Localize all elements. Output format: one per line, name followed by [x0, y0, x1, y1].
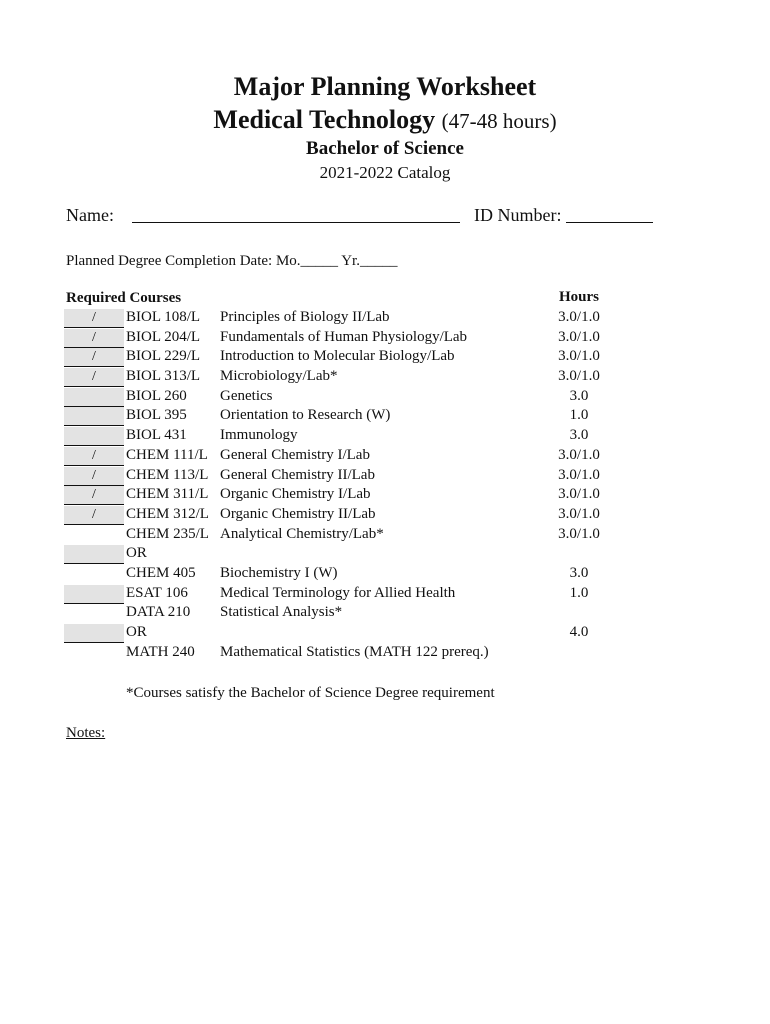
- course-title: General Chemistry II/Lab: [220, 466, 375, 483]
- course-title: Statistical Analysis*: [220, 604, 343, 621]
- major-heading: [0, 105, 770, 135]
- completion-checkbox[interactable]: [64, 545, 124, 564]
- course-title: Organic Chemistry II/Lab: [220, 505, 376, 522]
- worksheet-title: Major Planning Worksheet: [233, 72, 537, 101]
- course-hours: 3.0: [569, 427, 589, 444]
- footnote: *Courses satisfy the Bachelor of Science Degree requirement: [126, 685, 495, 701]
- major-name: Medical Technology: [213, 105, 436, 134]
- course-code: OR: [126, 545, 147, 562]
- course-hours: 3.0/1.0: [558, 466, 600, 483]
- course-row: [64, 585, 704, 605]
- course-code: BIOL 431: [126, 427, 187, 444]
- course-title: Analytical Chemistry/Lab*: [220, 525, 384, 542]
- course-title: Principles of Biology II/Lab: [220, 309, 390, 325]
- course-row: [64, 309, 704, 329]
- completion-checkbox[interactable]: [64, 427, 124, 446]
- course-hours: 3.0/1.0: [558, 348, 600, 365]
- hours-heading: Hours: [558, 289, 599, 305]
- course-row: [64, 565, 704, 585]
- course-code: BIOL 313/L: [126, 368, 201, 385]
- course-title: Fundamentals of Human Physiology/Lab: [220, 328, 468, 345]
- course-title: Immunology: [220, 427, 298, 444]
- completion-checkbox[interactable]: /: [64, 348, 124, 367]
- course-row: [64, 486, 704, 506]
- completion-checkbox[interactable]: [64, 407, 124, 426]
- name-label: Name:: [66, 205, 114, 225]
- course-code: BIOL 260: [126, 387, 187, 404]
- course-row: [64, 467, 704, 487]
- course-hours: 3.0/1.0: [558, 328, 600, 345]
- completion-checkbox[interactable]: /: [64, 506, 124, 525]
- completion-checkbox[interactable]: [64, 624, 124, 643]
- course-row: [64, 329, 704, 349]
- course-row: [64, 388, 704, 408]
- course-code: DATA 210: [126, 604, 191, 621]
- course-code: CHEM 405: [126, 564, 196, 581]
- course-code: CHEM 311/L: [126, 486, 209, 503]
- course-hours: 3.0/1.0: [558, 525, 600, 542]
- course-hours: 3.0/1.0: [558, 505, 600, 522]
- catalog-year: 2021-2022 Catalog: [319, 163, 451, 182]
- completion-checkbox[interactable]: [64, 585, 124, 604]
- course-hours: 3.0/1.0: [558, 486, 600, 503]
- course-title: Genetics: [220, 387, 273, 404]
- course-code: CHEM 312/L: [126, 505, 209, 522]
- completion-checkbox[interactable]: /: [64, 368, 124, 387]
- course-code: CHEM 113/L: [126, 466, 209, 483]
- hours-range: (47-48 hours): [441, 109, 557, 133]
- course-title: Microbiology/Lab*: [220, 368, 338, 385]
- completion-checkbox[interactable]: [64, 388, 124, 407]
- course-code: CHEM 235/L: [126, 525, 209, 542]
- course-hours: 1.0: [569, 584, 589, 601]
- course-code: MATH 240: [126, 643, 195, 660]
- completion-date[interactable]: Planned Degree Completion Date: Mo._____ Yr._____: [66, 253, 398, 269]
- course-hours: 1.0: [569, 407, 589, 424]
- course-hours: 3.0/1.0: [558, 309, 600, 325]
- course-row: [64, 604, 704, 624]
- id-number-field[interactable]: [566, 222, 653, 223]
- course-row: [64, 407, 704, 427]
- course-hours: 3.0/1.0: [558, 446, 600, 463]
- course-row: [64, 427, 704, 447]
- id-number-label: ID Number:: [474, 205, 562, 225]
- notes-label: Notes:: [66, 725, 106, 741]
- degree-heading: Bachelor of Science: [306, 138, 464, 159]
- course-code: BIOL 395: [126, 407, 187, 424]
- course-title: General Chemistry I/Lab: [220, 446, 370, 463]
- completion-checkbox[interactable]: /: [64, 309, 124, 328]
- completion-checkbox[interactable]: /: [64, 486, 124, 505]
- course-title: Organic Chemistry I/Lab: [220, 486, 371, 503]
- course-row: [64, 368, 704, 388]
- course-code: BIOL 229/L: [126, 348, 201, 365]
- course-title: Medical Terminology for Allied Health: [220, 584, 456, 601]
- completion-checkbox[interactable]: /: [64, 447, 124, 466]
- course-code: OR: [126, 624, 147, 640]
- required-courses-heading: Required Courses: [66, 290, 182, 306]
- name-field[interactable]: [132, 222, 460, 223]
- course-row: [64, 644, 704, 664]
- course-title: Introduction to Molecular Biology/Lab: [220, 348, 455, 365]
- course-title: Mathematical Statistics (MATH 122 prereq.): [220, 643, 489, 660]
- course-hours: 3.0/1.0: [558, 368, 600, 385]
- course-row: [64, 348, 704, 368]
- course-code: CHEM 111/L: [126, 446, 208, 463]
- course-hours: 4.0: [569, 624, 589, 640]
- course-title: Biochemistry I (W): [220, 564, 338, 581]
- course-list: [64, 309, 704, 663]
- course-row: [64, 506, 704, 526]
- course-title: Orientation to Research (W): [220, 407, 391, 424]
- course-code: ESAT 106: [126, 584, 188, 601]
- course-hours: 3.0: [569, 387, 589, 404]
- completion-checkbox[interactable]: /: [64, 467, 124, 486]
- course-code: BIOL 108/L: [126, 309, 201, 325]
- course-hours: 3.0: [569, 564, 589, 581]
- course-code: BIOL 204/L: [126, 328, 201, 345]
- course-row: [64, 447, 704, 467]
- course-row: [64, 526, 704, 546]
- course-row: [64, 545, 704, 565]
- course-row: [64, 624, 704, 644]
- completion-checkbox[interactable]: /: [64, 329, 124, 348]
